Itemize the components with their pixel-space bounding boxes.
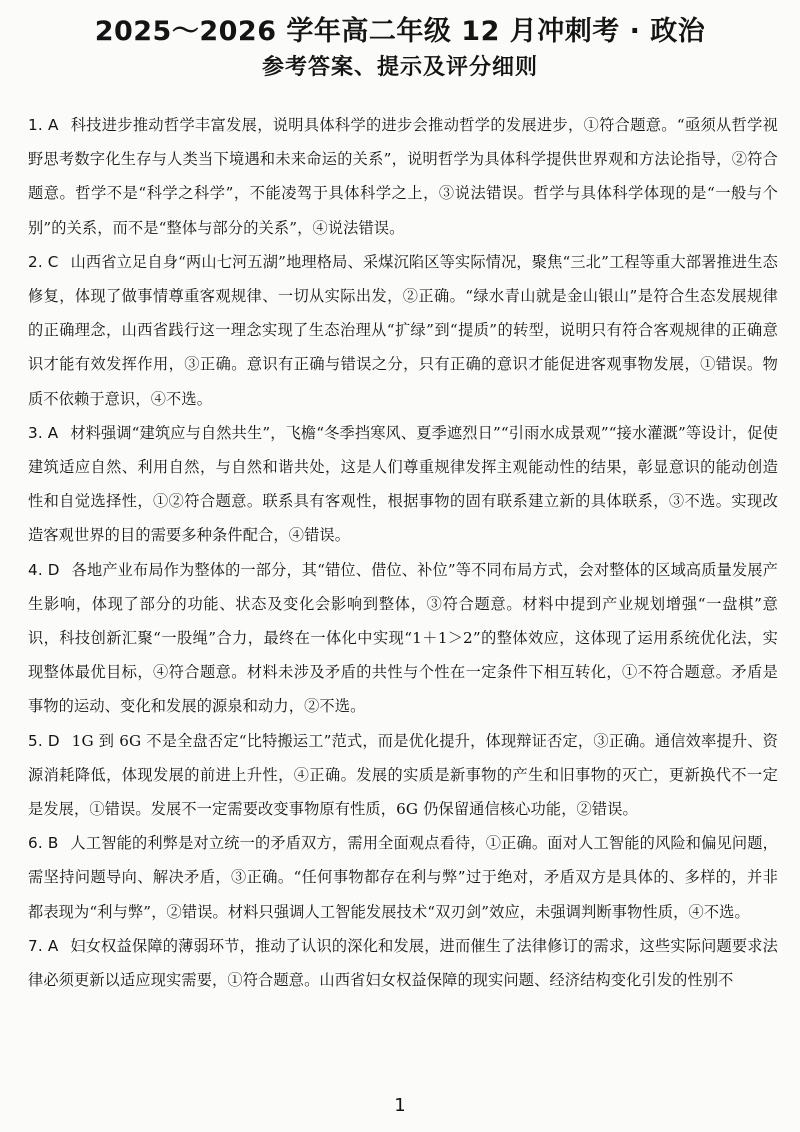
answer-number: 2. C [28,252,59,271]
answer-item-1 [28,108,778,245]
answer-explanation: 妇女权益保障的薄弱环节，推动了认识的深化和发展，进而催生了法律修订的需求，这些实际问题要求法律必须更新以适应现实需要，①符合题意。山西省妇女权益保障的现实问题、经济结构变化引发的性别不 [28,936,778,990]
answer-item-6 [28,826,778,929]
answer-explanation: 材料强调“建筑应与自然共生”，飞檐“冬季挡寒风、夏季遮烈日”“引雨水成景观”“接水灌溉”等设计，促使建筑适应自然、利用自然，与自然和谐共处，这是人们尊重规律发挥主观能动性的结果，彰显意识的能动创造性和自觉选择性，①②符合题意。联系具有客观性，根据事物的固有联系建立新的具体联系，③不选。实现改造客观世界的目的需要多种条件配合，④错误。 [28,423,778,545]
answer-explanation: 1G 到 6G 不是全盘否定“比特搬运工”范式，而是优化提升，体现辩证否定，③正确。通信效率提升、资源消耗降低，体现发展的前进上升性，④正确。发展的实质是新事物的产生和旧事物的灭亡，更新换代不一定是发展，①错误。发展不一定需要改变事物原有性质，6G 仍保留通信核心功能，②错误。 [28,731,778,819]
answer-list [28,108,778,997]
answer-number: 5. D [28,731,60,750]
answer-number: 4. D [28,560,60,579]
page-number: 1 [394,1095,406,1116]
page-subtitle: 参考答案、提示及评分细则 [261,55,538,80]
answer-number: 1. A [28,116,59,134]
answer-explanation: 各地产业布局作为整体的一部分，其“错位、借位、补位”等不同布局方式，会对整体的区域高质量发展产生影响，体现了部分的功能、状态及变化会影响到整体，③符合题意。材料中提到产业规划增强“一盘棋”意识，科技创新汇聚“一股绳”合力，最终在一体化中实现“1＋1＞2”的整体效应，这体现了运用系统优化法，实现整体最优目标，④符合题意。材料未涉及矛盾的共性与个性在一定条件下相互转化，①不符合题意。矛盾是事物的运动、变化和发展的源泉和动力，②不选。 [28,560,778,716]
answer-number: 6. B [28,834,59,853]
answer-item-3 [28,416,778,553]
answer-number: 3. A [28,423,59,442]
answer-item-7 [28,929,778,997]
answer-explanation: 山西省立足自身“两山七河五湖”地理格局、采煤沉陷区等实际情况，聚焦“三北”工程等重大部署推进生态修复，体现了做事情尊重客观规律、一切从实际出发，②正确。“绿水青山就是金山银山”是符合生态发展规律的正确理念，山西省践行这一理念实现了生态治理从“扩绿”到“提质”的转型，说明只有符合客观规律的正确意识才能有效发挥作用，③正确。意识有正确与错误之分，只有正确的意识才能促进客观事物发展，①错误。物质不依赖于意识，④不选。 [28,252,778,408]
answer-number: 7. A [28,936,59,955]
page-title: 2025～2026 学年高二年级 12 月冲刺考 · 政治 [94,16,706,47]
answer-item-2 [28,245,778,416]
answer-item-4 [28,553,778,724]
answer-explanation: 人工智能的利弊是对立统一的矛盾双方，需用全面观点看待，①正确。面对人工智能的风险和偏见问题，需坚持问题导向、解决矛盾，③正确。“任何事物都存在利与弊”过于绝对，矛盾双方是具体的、多样的，并非都表现为“利与弊”，②错误。材料只强调人工智能发展技术“双刃剑”效应，未强调判断事物性质，④不选。 [28,834,778,921]
answer-explanation: 科技进步推动哲学丰富发展，说明具体科学的进步会推动哲学的发展进步，①符合题意。“亟须从哲学视野思考数字化生存与人类当下境遇和未来命运的关系”，说明哲学为具体科学提供世界观和方法论指导，②符合题意。哲学不是“科学之科学”，不能凌驾于具体科学之上，③说法错误。哲学与具体科学体现的是“一般与个别”的关系，而不是“整体与部分的关系”，④说法错误。 [28,116,778,237]
answer-item-5 [28,724,778,827]
